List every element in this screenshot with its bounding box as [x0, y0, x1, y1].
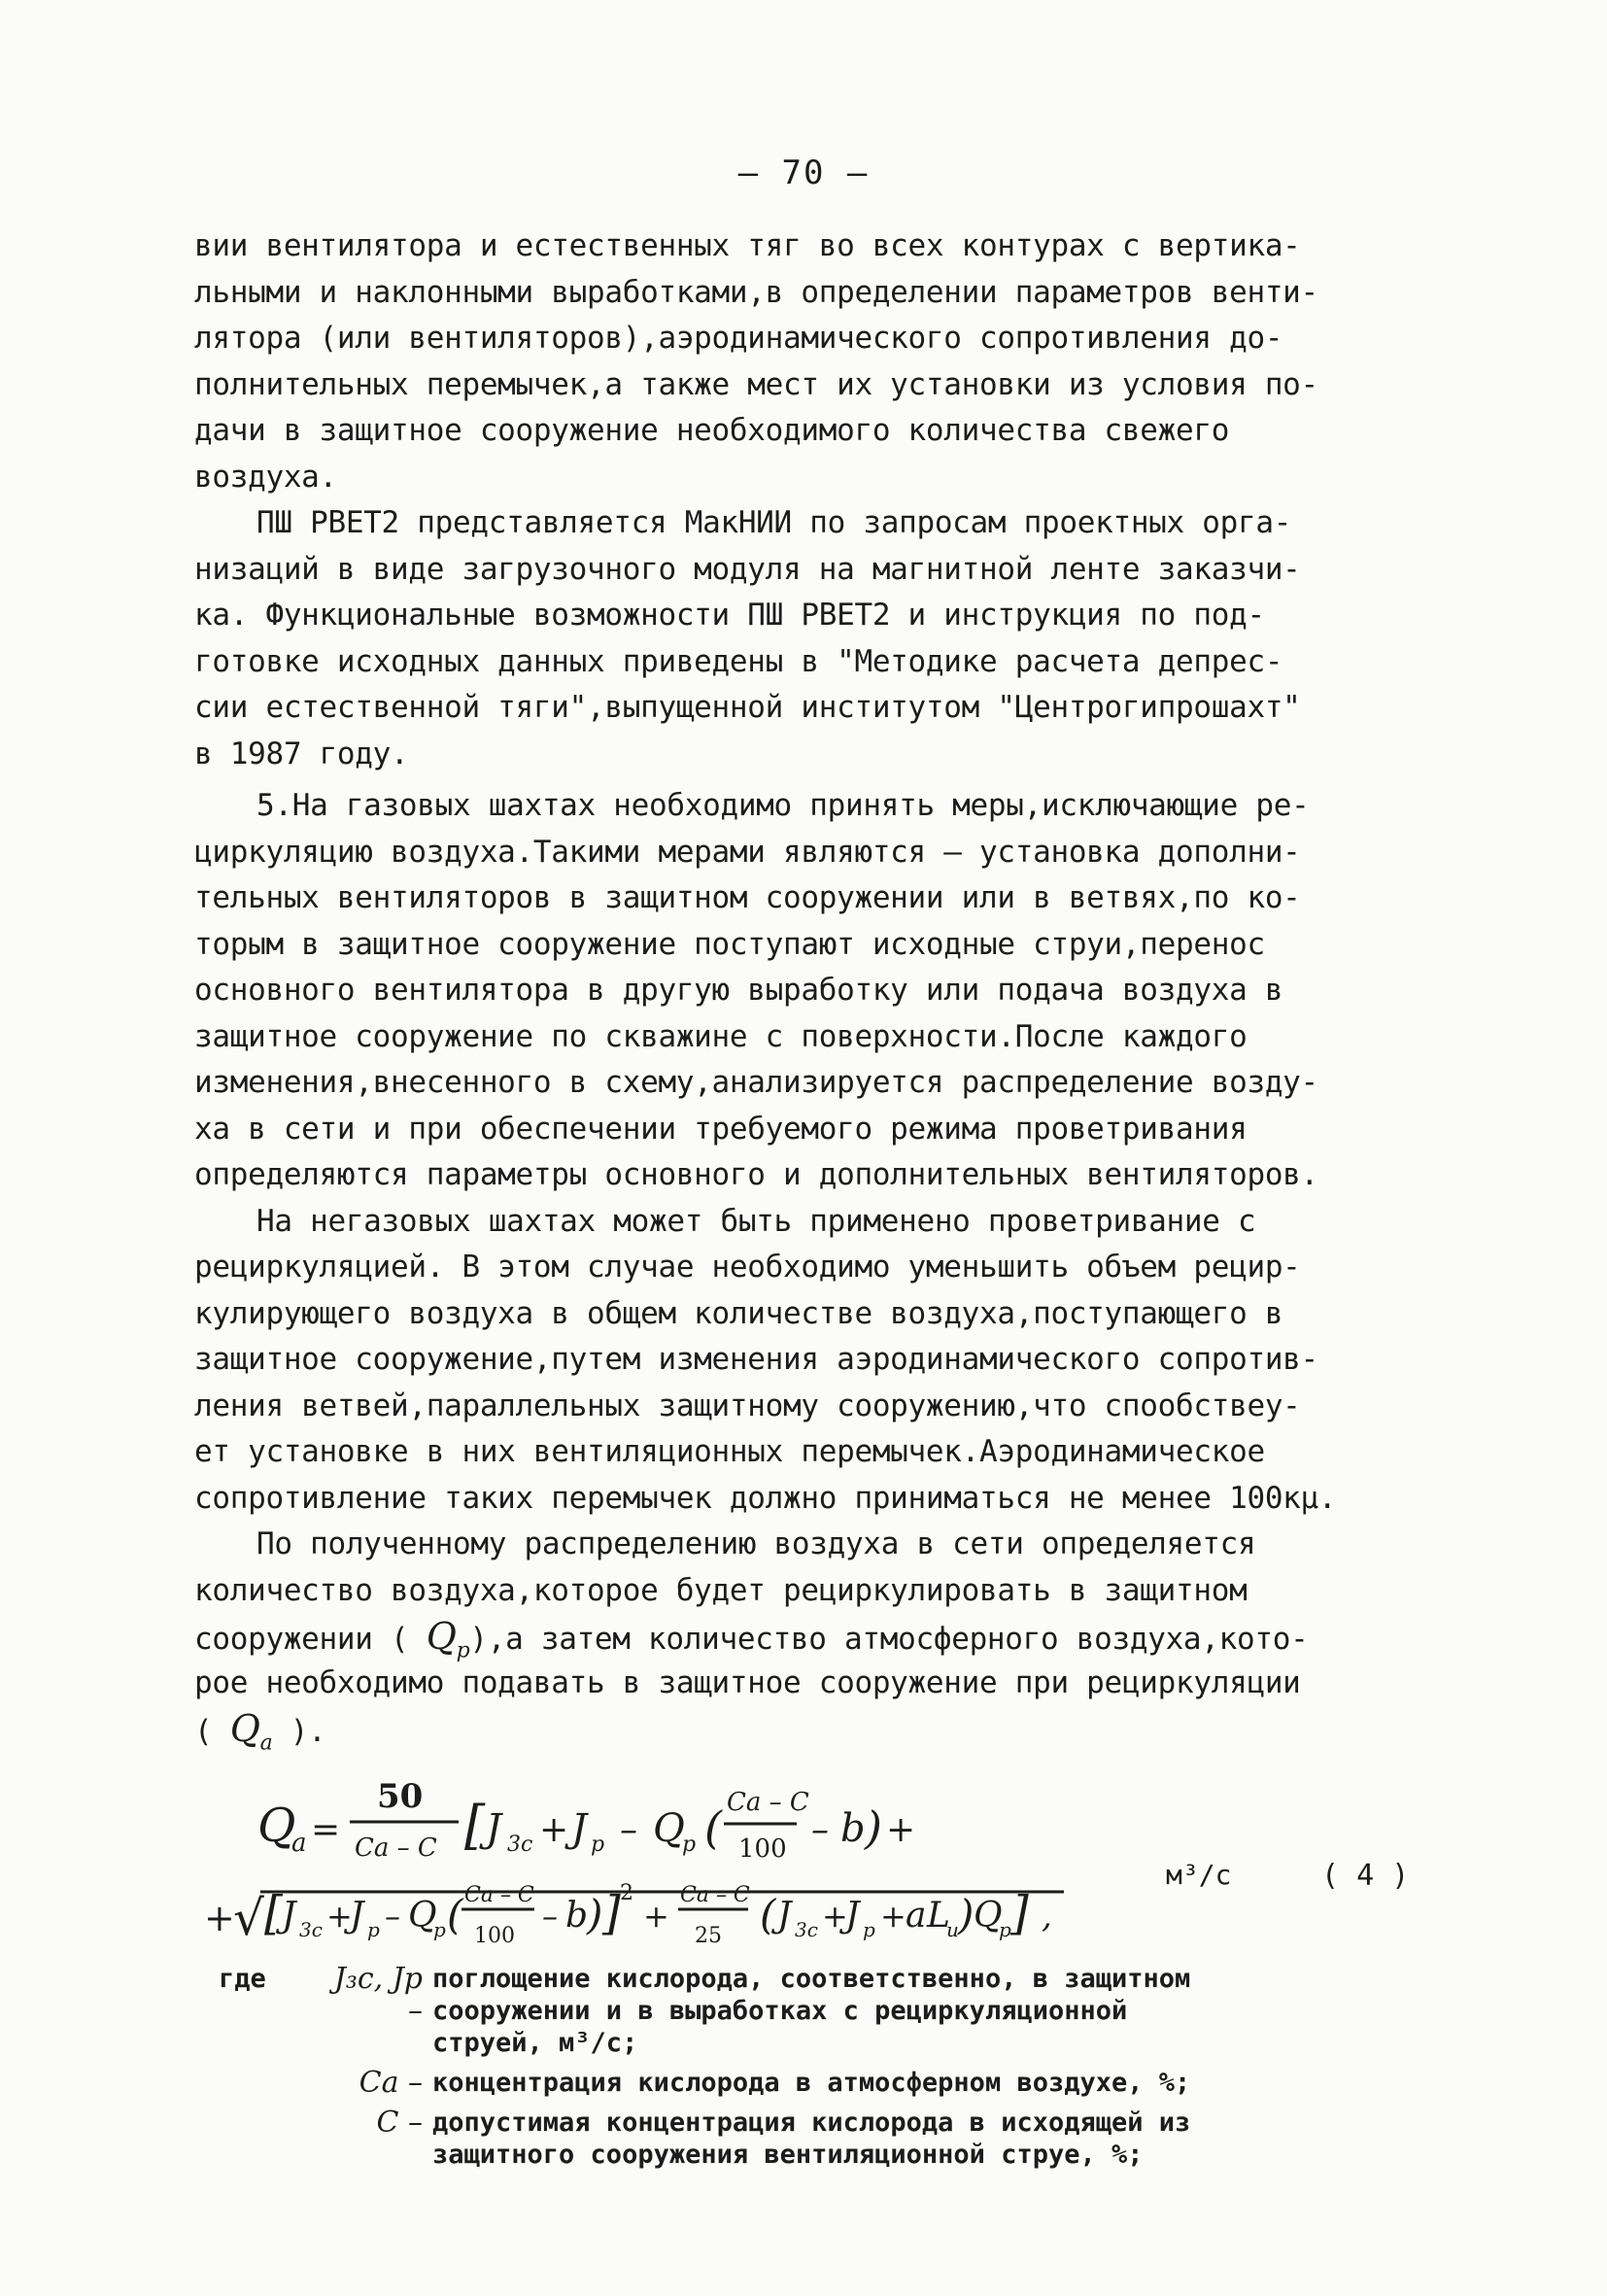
definitions	[219, 1963, 1414, 2178]
svg-text:p: p	[863, 1918, 875, 1941]
definition-text: поглощение кислорода, соответственно, в защитном сооружении и в выработках с рециркуляционной струей, м³/с;	[432, 1964, 1191, 2058]
svg-text:p: p	[433, 1918, 446, 1941]
text-line: сопротивление таких перемычек должно приниматься не менее 100кμ.	[194, 1480, 1337, 1516]
svg-text:+: +	[880, 1898, 906, 1935]
svg-text:25: 25	[695, 1924, 722, 1948]
text-line: ка. Функциональные возможности ПШ РВЕТ2 и инструкция по под-	[194, 598, 1265, 633]
svg-text:100: 100	[474, 1924, 515, 1948]
svg-text:Ca – C: Ca – C	[355, 1833, 437, 1863]
svg-text:+: +	[886, 1810, 916, 1850]
svg-text:Ca – C: Ca – C	[464, 1883, 534, 1907]
text-line: основного вентилятора в другую выработку или подача воздуха в	[194, 973, 1283, 1008]
paragraph-4	[194, 1199, 1419, 1523]
svg-text:Q: Q	[653, 1806, 685, 1851]
text-line: полнительных перемычек,а также мест их установки из условия по-	[194, 366, 1318, 402]
qa-symbol: $Q_a$	[229, 1707, 273, 1756]
paragraph-5	[194, 1522, 1419, 1756]
text-line-qa: ( $Q_a$ ).	[194, 1707, 326, 1756]
svg-text:p: p	[367, 1918, 380, 1941]
definition-row	[219, 1963, 1414, 2059]
svg-text:–: –	[620, 1810, 637, 1850]
text-line: воздуха.	[194, 459, 337, 495]
svg-text:J: J	[486, 1806, 502, 1851]
text-line: тельных вентиляторов в защитном сооружении или в ветвях,по ко-	[194, 880, 1301, 915]
svg-text:J: J	[282, 1896, 296, 1936]
text-line: вии вентилятора и естественных тяг во всех контурах с вертика-	[194, 228, 1301, 263]
svg-text:2: 2	[620, 1881, 633, 1905]
svg-text:p: p	[682, 1833, 697, 1857]
svg-text:+: +	[643, 1898, 669, 1935]
svg-text:J: J	[777, 1896, 792, 1936]
svg-text:–: –	[542, 1898, 558, 1935]
where-label: где	[219, 1964, 266, 1994]
svg-text:+: +	[204, 1897, 235, 1939]
body-text	[194, 223, 1419, 1756]
svg-text:[: [	[464, 1795, 486, 1856]
definition-row	[219, 2107, 1414, 2171]
text-line: ха в сети и при обеспечении требуемого режима проветривания	[194, 1111, 1248, 1147]
text-line-qp	[194, 1614, 1419, 1661]
svg-text:,: ,	[1042, 1897, 1052, 1936]
svg-text:): )	[587, 1891, 603, 1938]
definition-text: допустимая концентрация кислорода в исходящей из защитного сооружения вентиляционной струе, %;	[432, 2108, 1191, 2170]
svg-text:3c: 3c	[299, 1918, 323, 1941]
text-line: рое необходимо подавать в защитное сооружение при рециркуляции	[194, 1664, 1301, 1700]
svg-text:50: 50	[377, 1777, 424, 1816]
svg-text:a: a	[291, 1829, 307, 1858]
text-line: готовке исходных данных приведены в "Методике расчета депрес-	[194, 643, 1283, 679]
text-line: торым в защитное сооружение поступают исходные струи,перенос	[194, 926, 1265, 962]
svg-text:+: +	[822, 1898, 848, 1935]
text-line: ПШ РВЕТ2 представляется МакНИИ по запросам проектных орга-	[256, 505, 1292, 540]
svg-text:Ca – C: Ca – C	[727, 1788, 809, 1817]
svg-text:–: –	[385, 1898, 400, 1935]
svg-text:]: ]	[602, 1886, 621, 1940]
svg-text:]: ]	[1010, 1886, 1029, 1940]
svg-text:a: a	[906, 1896, 927, 1936]
qp-before: сооружении (	[194, 1622, 427, 1657]
text-line: 5.На газовых шахтах необходимо принять меры,исключающие ре-	[256, 788, 1310, 823]
svg-text:Ca – C: Ca – C	[680, 1883, 750, 1907]
svg-text:100: 100	[738, 1834, 787, 1864]
text-line: льными и наклонными выработками,в определении параметров венти-	[194, 274, 1318, 310]
svg-text:): )	[865, 1801, 882, 1854]
text-line: лятора (или вентиляторов),аэродинамического сопротивления до-	[194, 321, 1283, 356]
definition-symbol: C –	[376, 2106, 423, 2140]
svg-text:[: [	[264, 1886, 283, 1940]
svg-text:Q: Q	[974, 1896, 1003, 1936]
qp-symbol: $Q_р$	[426, 1615, 470, 1663]
svg-text:J: J	[571, 1806, 588, 1851]
paragraph-1	[194, 223, 1419, 500]
formula-drawing	[204, 1764, 1428, 1958]
text-line: рециркуляцией. В этом случае необходимо уменьшить объем рецир-	[194, 1250, 1301, 1285]
qp-after: ),а затем количество атмосферного воздуха,кото-	[469, 1622, 1309, 1657]
text-line: кулирующего воздуха в общем количестве воздуха,поступающего в	[194, 1295, 1283, 1331]
equation-number: ( 4 )	[1321, 1859, 1410, 1893]
definition-row	[219, 2067, 1414, 2099]
svg-text:(: (	[760, 1891, 776, 1938]
svg-text:√: √	[233, 1890, 264, 1946]
text-line: защитное сооружение по скважине с поверхности.После каждого	[194, 1018, 1248, 1054]
svg-text:J: J	[350, 1896, 364, 1936]
text-line: низаций в виде загрузочного модуля на магнитной ленте заказчи-	[194, 551, 1301, 587]
formula-4	[204, 1764, 1428, 1958]
svg-text:b: b	[840, 1806, 866, 1851]
svg-text:+: +	[326, 1898, 353, 1935]
paragraph-3	[194, 783, 1419, 1199]
svg-text:b: b	[565, 1896, 589, 1936]
text-line: количество воздуха,которое будет рециркулировать в защитном	[194, 1572, 1248, 1608]
svg-text:Q: Q	[408, 1896, 437, 1936]
svg-text:p: p	[591, 1833, 605, 1857]
svg-text:(: (	[704, 1801, 722, 1854]
definition-symbol: J₃c, Jр –	[333, 1962, 423, 2028]
text-line: в 1987 году.	[194, 736, 409, 771]
text-line: ления ветвей,параллельных защитному сооружению,что спообствеу-	[194, 1388, 1301, 1423]
text-line: определяются параметры основного и дополнительных вентиляторов.	[194, 1157, 1318, 1192]
text-line: защитное сооружение,путем изменения аэродинамического сопротив-	[194, 1342, 1318, 1377]
text-line: дачи в защитное сооружение необходимого количества свежего	[194, 413, 1230, 448]
svg-text:3c: 3c	[507, 1833, 533, 1857]
definition-symbol: Ca –	[359, 2066, 423, 2100]
text-line: изменения,внесенного в схему,анализируется распределение возду-	[194, 1065, 1318, 1100]
svg-text:3c: 3c	[795, 1918, 818, 1941]
definition-text: концентрация кислорода в атмосферном воздухе, %;	[432, 2068, 1191, 2098]
text-line: сии естественной тяги",выпущенной институтом "Центрогипрошахт"	[194, 690, 1301, 725]
text-line: ет установке в них вентиляционных перемычек.Аэродинамическое	[194, 1434, 1265, 1469]
text-line: По полученному распределению воздуха в сети определяется	[256, 1526, 1256, 1561]
formula-units: м³/с	[1166, 1859, 1232, 1891]
svg-text:Q: Q	[257, 1799, 296, 1853]
text-line: циркуляцию воздуха.Такими мерами являются – установка дополни-	[194, 834, 1301, 870]
svg-text:(: (	[447, 1891, 463, 1938]
svg-text:p: p	[999, 1918, 1011, 1941]
svg-text:J: J	[845, 1896, 860, 1936]
text-line: На негазовых шахтах может быть применено проветривание с	[256, 1203, 1256, 1239]
svg-text:=: =	[311, 1810, 341, 1850]
page-number: – 70 –	[737, 154, 870, 192]
svg-text:): )	[958, 1891, 974, 1938]
svg-text:L: L	[927, 1896, 950, 1936]
svg-text:+: +	[539, 1810, 569, 1850]
svg-text:и: и	[946, 1918, 959, 1941]
paragraph-2	[194, 500, 1419, 777]
svg-text:–: –	[811, 1810, 829, 1850]
